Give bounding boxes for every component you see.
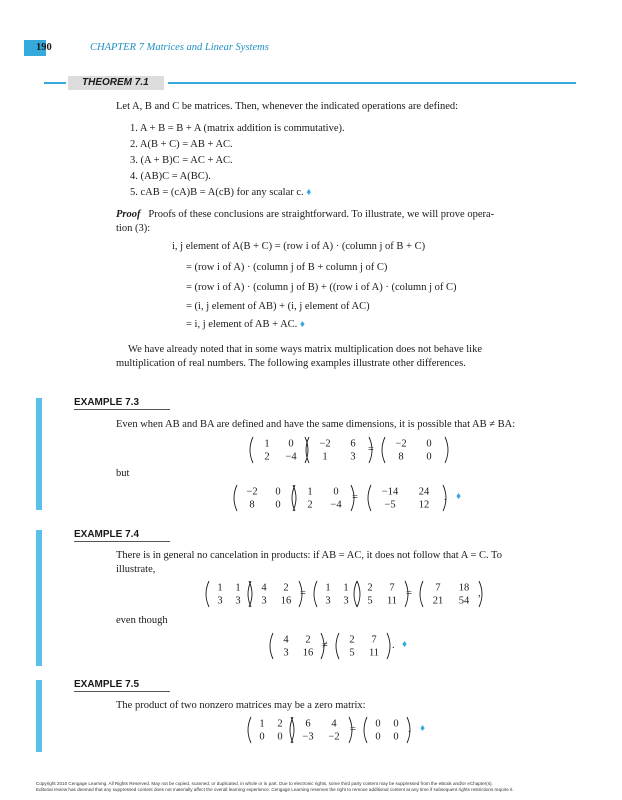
matrix-entry: 24 [418,486,430,498]
left-paren [292,485,295,511]
example-title: EXAMPLE 7.4 [74,529,140,540]
left-paren [364,717,367,743]
matrix-entry: 0 [275,486,281,498]
matrix-m1 [248,436,310,464]
left-paren [382,437,385,463]
theorem-rule-left [44,82,66,84]
theorem-title: THEOREM 7.1 [68,76,164,90]
matrix-entry: 4 [331,718,337,730]
matrix-entry: 1 [217,582,223,594]
matrix-entry: 3 [261,595,267,607]
matrix-entry: 8 [398,451,404,463]
example-text-line-2: illustrate, [116,564,156,575]
matrix-entry: 3 [283,647,289,659]
connector-even-though: even though [116,615,168,626]
example-title: EXAMPLE 7.5 [74,679,140,690]
example-title-rule [74,691,170,692]
left-paren [354,581,357,607]
matrix-entry: 0 [259,731,265,743]
matrix-entry: 1 [259,718,265,730]
matrix-entry: −2 [246,486,258,498]
proof-step-2: = (row i of A) · (column j of B + column j of C) [186,262,388,273]
theorem-rule-right [168,82,576,84]
equals-sign: = [352,492,358,503]
matrix-m2 [290,484,356,512]
copyright-line-2: Editorial review has deemed that any suppressed content does not materially affect the overall learning experience. Cengage Learning reserves the right to remove additional content at any time if subsequent rights restrictions require it. [36,787,514,792]
left-paren [420,581,423,607]
matrix-entry: 0 [277,731,283,743]
matrix-entry: −3 [302,731,314,743]
theorem-item-3: 3. (A + B)C = AC + AC. [130,155,233,166]
matrix-entry: 7 [435,582,441,594]
matrix-entry: 0 [426,438,432,450]
left-paren [248,717,251,743]
matrix-entry: 1 [235,582,241,594]
end-diamond-icon: ♦ [456,491,462,502]
period: . [444,492,447,503]
proof-line-1 [116,208,494,222]
page-number: 190 [36,42,52,53]
matrix-entry: 1 [325,582,331,594]
matrix-entry: 11 [368,647,380,659]
left-paren [270,633,273,659]
example-title-rule [74,541,170,542]
right-paren [387,633,390,659]
matrix-m4 [352,580,410,608]
right-paren [445,437,448,463]
proof-line-2: tion (3): [116,223,151,234]
theorem-item-4: 4. (AB)C = A(BC). [130,171,211,182]
matrix-entry: −4 [330,499,342,511]
example-text-line-1: There is in general no cancelation in products: if AB = AC, it does not follow that A = C. To [116,550,502,561]
left-paren [248,581,251,607]
matrix-entry: 3 [235,595,241,607]
matrix-entry: 16 [280,595,292,607]
theorem-item-5 [130,186,311,200]
paragraph-line-1: We have already noted that in some ways matrix multiplication does not behave like [128,344,483,355]
connector-but: but [116,468,130,479]
matrix-entry: 8 [249,499,255,511]
proof-step-3: = (row i of A) · (column j of B) + ((row i of A) · (column j of C) [186,282,457,293]
end-diamond-icon: ♦ [420,723,426,734]
theorem-item-2: 2. A(B + C) = AB + AC. [130,139,233,150]
proof-step-5-text: = i, j element of AB + AC. [186,319,298,330]
matrix-m2 [246,580,304,608]
proof-label: Proof [116,209,141,220]
matrix-entry: −14 [381,486,399,498]
equals-sign: = [300,588,306,599]
matrix-entry: −5 [384,499,396,511]
matrix-m1 [232,484,298,512]
example-text: The product of two nonzero matrices may be a zero matrix: [116,700,366,711]
matrix-entry: 0 [393,731,399,743]
matrix-entry: 6 [350,438,356,450]
left-paren [314,581,317,607]
matrix-m1 [268,632,326,660]
matrix-entry: 5 [367,595,373,607]
matrix-entry: 1 [264,438,270,450]
left-paren [250,437,253,463]
theorem-item-5-text: 5. cAB = (cA)B = A(cB) for any scalar c. [130,187,304,198]
example-accent-bar [36,530,42,666]
example-accent-bar [36,680,42,752]
equals-sign: = [350,724,356,735]
matrix-entry: 3 [350,451,356,463]
comma: , [478,588,481,599]
matrix-entry: 2 [264,451,270,463]
matrix-m2 [334,632,392,660]
matrix-entry: 0 [275,499,281,511]
matrix-entry: 2 [305,634,311,646]
example-text: Even when AB and BA are defined and have the same dimensions, it is possible that AB ≠ BA: [116,419,516,430]
matrix-entry: 1 [343,582,349,594]
matrix-entry: 2 [367,582,373,594]
end-diamond-icon: ♦ [402,639,408,650]
matrix-entry: 6 [305,718,311,730]
matrix-entry: 18 [458,582,470,594]
matrix-entry: 0 [288,438,294,450]
matrix-entry: 54 [458,595,470,607]
matrix-result [366,484,448,512]
left-paren [234,485,237,511]
matrix-entry: 0 [375,718,381,730]
left-paren [306,437,309,463]
matrix-entry: −2 [319,438,331,450]
matrix-result [362,716,412,744]
copyright-line-1: Copyright 2010 Cengage Learning. All Rights Reserved. May not be copied, scanned, or duplicated, in whole or in part. Due to electronic rights, some third party content may be suppressed from the eBook and/or eChapter(s). [36,781,493,786]
example-title-rule [74,409,170,410]
matrix-entry: 0 [375,731,381,743]
matrix-entry: 7 [371,634,377,646]
left-paren [368,485,371,511]
matrix-result [380,436,450,464]
proof-step-1: i, j element of A(B + C) = (row i of A) · (column j of B + C) [172,241,426,252]
end-diamond-icon: ♦ [306,187,312,198]
left-paren [290,717,293,743]
matrix-entry: 0 [426,451,432,463]
not-equal-sign: ≠ [322,640,328,651]
matrix-entry: 21 [432,595,444,607]
left-paren [206,581,209,607]
matrix-entry: 5 [349,647,355,659]
matrix-entry: 2 [307,499,313,511]
proof-step-4: = (i, j element of AB) + (i, j element of AC) [186,301,370,312]
theorem-intro: Let A, B and C be matrices. Then, whenever the indicated operations are defined: [116,101,459,112]
matrix-entry: 4 [261,582,267,594]
matrix-entry: 4 [283,634,289,646]
matrix-entry: 16 [302,647,314,659]
matrix-entry: 0 [333,486,339,498]
matrix-entry: 0 [393,718,399,730]
paragraph-line-2: multiplication of real numbers. The following examples illustrate other differences. [116,358,466,369]
matrix-entry: 3 [325,595,331,607]
equals-sign: = [368,444,374,455]
matrix-entry: 2 [277,718,283,730]
matrix-entry: 7 [389,582,395,594]
matrix-entry: 12 [418,499,430,511]
matrix-entry: −2 [328,731,340,743]
example-title: EXAMPLE 7.3 [74,397,140,408]
period: . [392,640,395,651]
matrix-entry: 2 [349,634,355,646]
chapter-title: CHAPTER 7 Matrices and Linear Systems [90,42,269,53]
theorem-item-1: 1. A + B = B + A (matrix addition is commutative). [130,123,345,134]
left-paren [336,633,339,659]
end-diamond-icon: ♦ [299,319,306,330]
matrix-result [418,580,484,608]
matrix-entry: −4 [285,451,297,463]
period: . [408,724,411,735]
proof-text: Proofs of these conclusions are straightforward. To illustrate, we will prove opera- [148,209,495,220]
matrix-entry: 1 [322,451,328,463]
matrix-m2 [288,716,354,744]
matrix-entry: 3 [343,595,349,607]
equals-sign: = [406,588,412,599]
matrix-entry: 3 [217,595,223,607]
example-accent-bar [36,398,42,510]
proof-step-5 [186,318,305,332]
matrix-entry: 1 [307,486,313,498]
matrix-entry: −2 [395,438,407,450]
matrix-entry: 11 [386,595,398,607]
matrix-entry: 2 [283,582,289,594]
matrix-m2 [304,436,374,464]
